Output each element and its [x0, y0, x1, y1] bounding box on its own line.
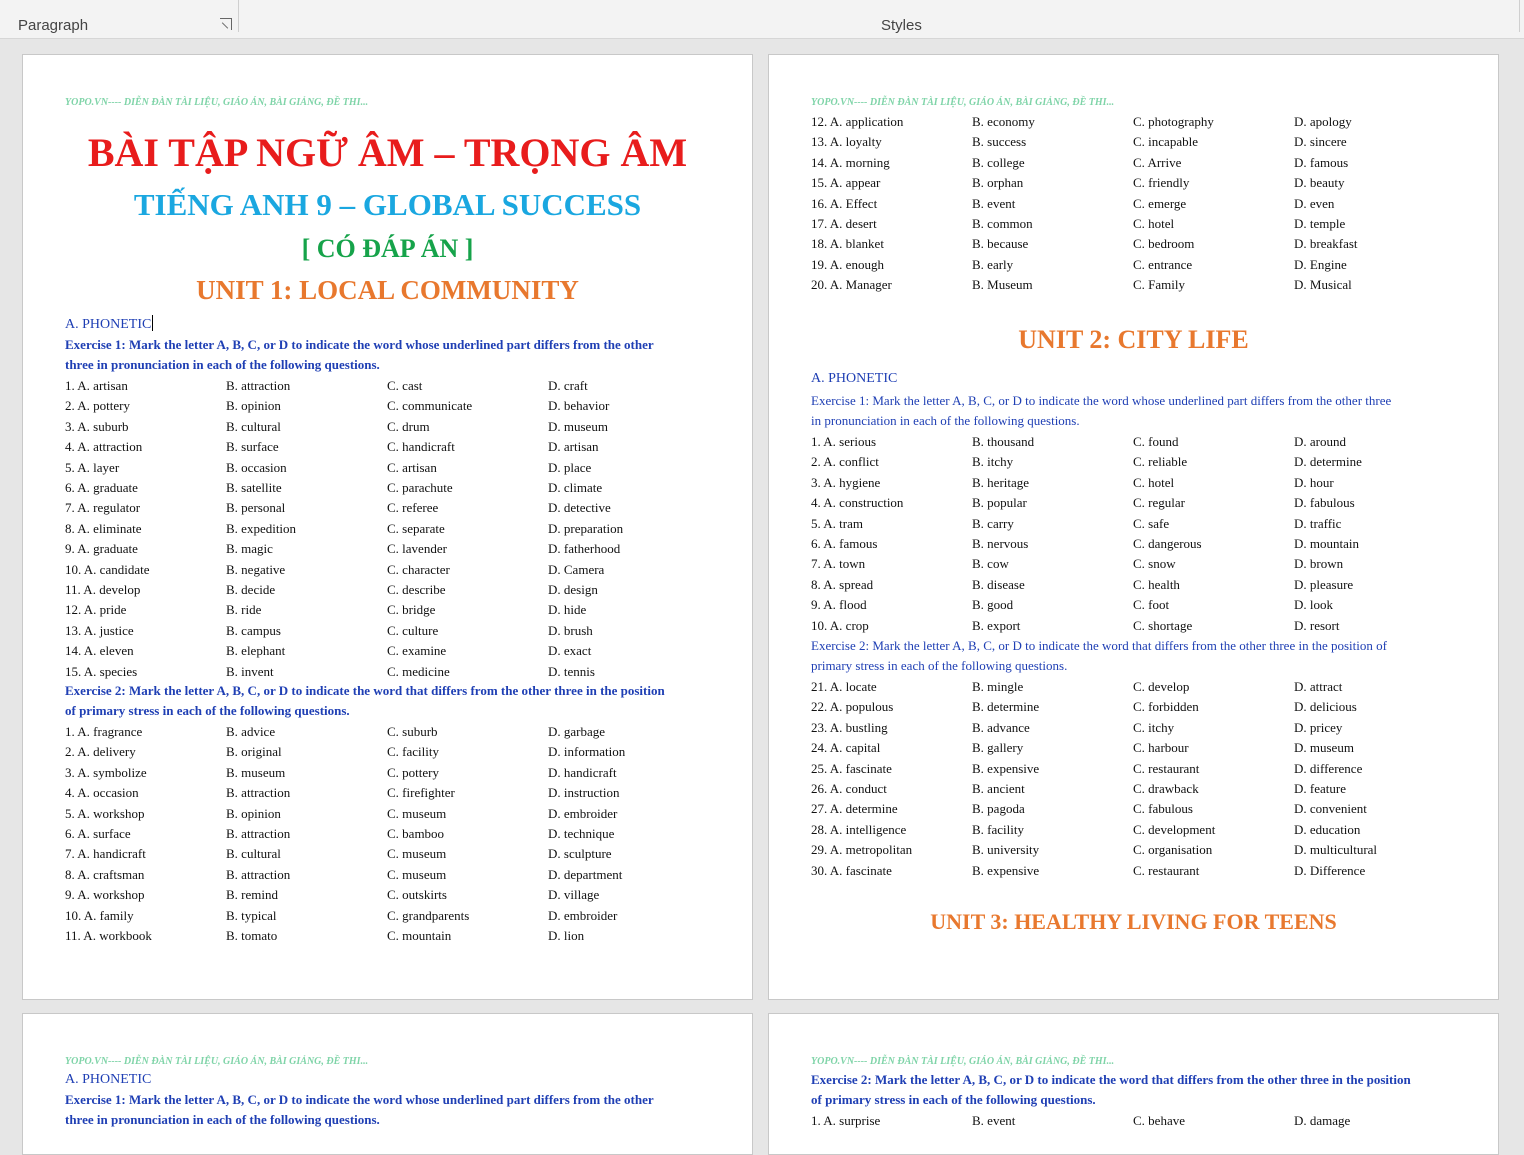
option-c: C. foot	[1133, 597, 1170, 613]
option-d: D. fatherhood	[548, 541, 621, 557]
option-a: 4. A. attraction	[65, 439, 143, 455]
option-a: 18. A. blanket	[811, 236, 884, 252]
option-c: C. describe	[387, 582, 446, 597]
option-c: C. restaurant	[1133, 760, 1200, 776]
option-b: B. ride	[226, 602, 262, 618]
option-c: C. cast	[387, 378, 423, 393]
option-b: B. campus	[226, 622, 281, 638]
option-d: D. design	[548, 582, 598, 597]
option-a: 1. A. artisan	[65, 378, 128, 393]
option-d: D. convenient	[1294, 801, 1367, 817]
option-a: 30. A. fascinate	[811, 862, 892, 878]
option-a: 2. A. pottery	[65, 398, 130, 414]
option-d: D. place	[548, 459, 592, 475]
option-c: C. grandparents	[387, 907, 470, 923]
option-b: B. remind	[226, 887, 278, 903]
option-a: 5. A. layer	[65, 459, 120, 475]
option-b: B. college	[972, 154, 1025, 170]
option-c: C. museum	[387, 846, 447, 862]
option-c: C. handicraft	[387, 439, 455, 455]
option-a: 3. A. suburb	[65, 418, 129, 434]
option-b: B. attraction	[226, 826, 291, 841]
option-a: 24. A. capital	[811, 740, 881, 756]
option-a: 16. A. Effect	[811, 195, 878, 211]
doc-title: BÀI TẬP NGỮ ÂM – TRỌNG ÂM	[87, 130, 688, 175]
option-a: 13. A. justice	[65, 622, 134, 638]
option-a: 7. A. handicraft	[65, 846, 146, 862]
option-d: D. resort	[1294, 617, 1340, 633]
option-b: B. decide	[226, 582, 276, 597]
option-a: 29. A. metropolitan	[811, 842, 913, 858]
option-a: 8. A. eliminate	[65, 520, 142, 536]
option-b: B. mingle	[972, 679, 1024, 694]
option-c: C. health	[1133, 576, 1180, 592]
option-c: C. hotel	[1133, 474, 1175, 490]
option-b: B. attraction	[226, 378, 291, 393]
site-header: YOPO.VN---- DIỄN ĐÀN TÀI LIỆU, GIÁO ÁN, BÀI GIẢNG, ĐỀ THI...	[811, 97, 1115, 108]
option-d: D. craft	[548, 378, 588, 393]
option-a: 3. A. symbolize	[65, 764, 147, 780]
option-b: B. tomato	[226, 928, 278, 943]
option-b: B. typical	[226, 907, 277, 923]
option-b: B. satellite	[226, 480, 282, 495]
exercise-1-instruction-cont: three in pronunciation in each of the following questions.	[65, 1112, 380, 1127]
option-b: B. nervous	[972, 536, 1029, 551]
option-c: C. outskirts	[387, 887, 447, 903]
option-b: B. expedition	[226, 520, 297, 536]
option-d: D. department	[548, 866, 623, 882]
option-c: C. emerge	[1133, 195, 1187, 211]
option-a: 22. A. populous	[811, 699, 894, 715]
exercise-2-instruction: Exercise 2: Mark the letter A, B, C, or D to indicate the word that differs from the other three in the position	[65, 683, 665, 698]
option-d: D. embroider	[548, 805, 618, 821]
option-a: 8. A. craftsman	[65, 866, 145, 882]
option-c: C. mountain	[387, 928, 452, 943]
option-c: C. culture	[387, 622, 439, 638]
option-c: C. examine	[387, 643, 447, 659]
option-b: B. orphan	[972, 175, 1024, 191]
exercise-1-instruction-cont: in pronunciation in each of the following questions.	[811, 413, 1080, 428]
option-b: B. surface	[226, 439, 279, 455]
phonetic-heading[interactable]: A. PHONETIC	[65, 317, 152, 332]
option-d: D. museum	[548, 418, 608, 434]
option-b: B. ancient	[972, 781, 1025, 796]
option-a: 25. A. fascinate	[811, 760, 892, 776]
option-b: B. common	[972, 216, 1033, 231]
option-b: B. university	[972, 842, 1040, 858]
option-b: B. heritage	[972, 474, 1030, 490]
option-b: B. original	[226, 744, 282, 760]
option-d: D. sculpture	[548, 846, 612, 862]
option-b: B. because	[972, 236, 1029, 252]
option-a: 12. A. pride	[65, 602, 127, 618]
option-d: D. delicious	[1294, 699, 1357, 715]
ribbon-divider	[238, 0, 239, 32]
option-d: D. even	[1294, 195, 1335, 211]
option-a: 7. A. regulator	[65, 500, 141, 516]
option-c: C. dangerous	[1133, 536, 1202, 551]
option-d: D. attract	[1294, 679, 1343, 694]
option-d: D. artisan	[548, 439, 599, 455]
exercise-2-instruction-cont: of primary stress in each of the following questions.	[65, 703, 350, 718]
option-a: 21. A. locate	[811, 679, 877, 694]
option-a: 10. A. candidate	[65, 561, 150, 577]
option-c: C. communicate	[387, 398, 473, 414]
option-b: B. Museum	[972, 277, 1033, 293]
option-c: C. pottery	[387, 764, 439, 780]
option-a: 4. A. construction	[811, 495, 904, 511]
option-d: D. Camera	[548, 561, 605, 577]
exercise-1-instruction: Exercise 1: Mark the letter A, B, C, or D to indicate the word whose underlined part differs from the other three	[811, 393, 1392, 408]
option-b: B. economy	[972, 114, 1035, 129]
option-d: D. climate	[548, 480, 603, 495]
option-d: D. detective	[548, 500, 611, 516]
option-d: D. instruction	[548, 785, 620, 801]
option-a: 14. A. morning	[811, 154, 890, 170]
option-b: B. attraction	[226, 866, 291, 882]
exercise-2-instruction: Exercise 2: Mark the letter A, B, C, or D to indicate the word that differs from the other three in the position	[811, 1072, 1411, 1087]
option-d: D. embroider	[548, 907, 618, 923]
option-c: C. hotel	[1133, 216, 1175, 231]
option-d: D. behavior	[548, 398, 610, 414]
text-cursor	[152, 315, 153, 331]
option-c: C. friendly	[1133, 175, 1190, 191]
option-d: D. around	[1294, 434, 1346, 449]
option-b: B. opinion	[226, 398, 281, 414]
exercise-1-instruction: Exercise 1: Mark the letter A, B, C, or D to indicate the word whose underlined part differs from the other	[65, 337, 654, 352]
option-a: 10. A. family	[65, 907, 134, 923]
option-a: 28. A. intelligence	[811, 821, 907, 837]
option-a: 23. A. bustling	[811, 719, 888, 735]
exercise-2-instruction-cont: of primary stress in each of the following questions.	[811, 1092, 1096, 1107]
option-d: D. preparation	[548, 520, 624, 536]
option-b: B. determine	[972, 699, 1040, 715]
option-b: B. personal	[226, 500, 286, 516]
site-header: YOPO.VN---- DIỄN ĐÀN TÀI LIỆU, GIÁO ÁN, BÀI GIẢNG, ĐỀ THI...	[65, 1056, 369, 1067]
exercise-1-instruction-cont: three in pronunciation in each of the following questions.	[65, 357, 380, 372]
option-a: 1. A. surprise	[811, 1113, 881, 1128]
option-d: D. hide	[548, 602, 587, 618]
option-c: C. itchy	[1133, 719, 1175, 735]
option-b: B. occasion	[226, 459, 287, 475]
option-c: C. artisan	[387, 459, 437, 475]
paragraph-dialog-launcher-icon[interactable]	[220, 18, 232, 30]
option-d: D. famous	[1294, 154, 1349, 170]
option-c: C. photography	[1133, 114, 1214, 129]
option-a: 9. A. workshop	[65, 887, 145, 903]
option-a: 20. A. Manager	[811, 277, 892, 293]
paragraph-group-label: Paragraph	[18, 17, 89, 34]
option-c: C. reliable	[1133, 454, 1188, 470]
option-d: D. information	[548, 744, 626, 760]
option-c: C. entrance	[1133, 256, 1193, 272]
option-d: D. sincere	[1294, 134, 1347, 150]
option-b: B. cow	[972, 556, 1009, 572]
option-a: 5. A. tram	[811, 515, 863, 531]
option-c: C. drawback	[1133, 781, 1199, 796]
option-b: B. event	[972, 195, 1016, 211]
option-d: D. difference	[1294, 760, 1363, 776]
exercise-1-instruction: Exercise 1: Mark the letter A, B, C, or D to indicate the word whose underlined part differs from the other	[65, 1092, 654, 1107]
option-d: D. multicultural	[1294, 842, 1378, 858]
option-a: 15. A. species	[65, 663, 138, 679]
exercise-2-instruction-cont: primary stress in each of the following questions.	[811, 658, 1068, 673]
option-b: B. early	[972, 256, 1014, 272]
option-c: C. behave	[1133, 1113, 1185, 1128]
option-c: C. lavender	[387, 541, 447, 557]
option-d: D. tennis	[548, 663, 595, 679]
option-b: B. good	[972, 597, 1014, 613]
option-d: D. pleasure	[1294, 576, 1354, 592]
option-b: B. expensive	[972, 862, 1040, 878]
option-d: D. temple	[1294, 216, 1346, 231]
option-a: 9. A. graduate	[65, 541, 138, 557]
option-a: 13. A. loyalty	[811, 134, 882, 150]
option-d: D. beauty	[1294, 175, 1345, 191]
option-c: C. facility	[387, 744, 439, 760]
option-c: C. museum	[387, 805, 447, 821]
option-c: C. Family	[1133, 277, 1186, 293]
option-d: D. brush	[548, 622, 593, 638]
option-d: D. education	[1294, 821, 1361, 837]
option-d: D. garbage	[548, 724, 606, 739]
phonetic-heading: A. PHONETIC	[65, 1072, 152, 1087]
ribbon	[0, 0, 1524, 39]
option-c: C. restaurant	[1133, 862, 1200, 878]
option-b: B. carry	[972, 515, 1014, 531]
option-d: D. traffic	[1294, 515, 1342, 531]
option-b: B. magic	[226, 541, 273, 557]
option-a: 2. A. delivery	[65, 744, 136, 760]
option-c: C. safe	[1133, 515, 1170, 531]
document-page-4[interactable]	[768, 1013, 1499, 1155]
answer-note: [ CÓ ĐÁP ÁN ]	[301, 234, 474, 263]
option-c: C. drum	[387, 418, 430, 434]
option-c: C. parachute	[387, 480, 453, 495]
unit-3-heading: UNIT 3: HEALTHY LIVING FOR TEENS	[930, 909, 1337, 934]
option-c: C. bedroom	[1133, 236, 1195, 252]
option-b: B. negative	[226, 561, 286, 577]
option-c: C. develop	[1133, 679, 1190, 694]
option-a: 6. A. surface	[65, 826, 131, 841]
option-a: 5. A. workshop	[65, 805, 145, 821]
option-c: C. separate	[387, 520, 445, 536]
option-d: D. technique	[548, 826, 615, 841]
option-d: D. handicraft	[548, 764, 617, 780]
option-c: C. character	[387, 561, 450, 577]
option-d: D. Difference	[1294, 862, 1366, 878]
option-d: D. fabulous	[1294, 495, 1355, 511]
option-c: C. bridge	[387, 602, 436, 618]
ribbon-divider	[1519, 0, 1520, 32]
option-b: B. expensive	[972, 760, 1040, 776]
option-c: C. found	[1133, 434, 1179, 449]
option-c: C. incapable	[1133, 134, 1198, 150]
option-a: 10. A. crop	[811, 617, 869, 633]
option-c: C. medicine	[387, 663, 450, 679]
option-c: C. shortage	[1133, 617, 1193, 633]
option-c: C. development	[1133, 821, 1216, 837]
option-c: C. harbour	[1133, 740, 1189, 756]
option-b: B. facility	[972, 821, 1024, 837]
option-a: 6. A. graduate	[65, 480, 138, 495]
option-a: 2. A. conflict	[811, 454, 879, 470]
option-a: 11. A. develop	[65, 582, 141, 597]
option-d: D. pricey	[1294, 719, 1343, 735]
option-a: 1. A. fragrance	[65, 724, 143, 739]
option-d: D. village	[548, 887, 600, 903]
option-b: B. popular	[972, 495, 1027, 511]
option-a: 17. A. desert	[811, 216, 877, 231]
unit-1-heading: UNIT 1: LOCAL COMMUNITY	[196, 275, 579, 305]
option-b: B. success	[972, 134, 1027, 150]
option-a: 12. A. application	[811, 114, 904, 129]
site-header: YOPO.VN---- DIỄN ĐÀN TÀI LIỆU, GIÁO ÁN, BÀI GIẢNG, ĐỀ THI...	[65, 97, 369, 108]
option-a: 4. A. occasion	[65, 785, 139, 801]
document-page-3[interactable]	[22, 1013, 753, 1155]
option-c: C. museum	[387, 866, 447, 882]
option-b: B. opinion	[226, 805, 281, 821]
option-d: D. Engine	[1294, 256, 1347, 272]
option-a: 15. A. appear	[811, 175, 881, 191]
option-c: C. regular	[1133, 495, 1185, 511]
option-d: D. apology	[1294, 114, 1352, 129]
option-b: B. advice	[226, 724, 276, 739]
option-c: C. forbidden	[1133, 699, 1199, 715]
document-page-1[interactable]	[22, 54, 753, 1000]
option-b: B. event	[972, 1113, 1016, 1128]
option-c: C. organisation	[1133, 842, 1213, 858]
option-b: B. disease	[972, 576, 1025, 592]
option-b: B. cultural	[226, 418, 281, 434]
option-b: B. museum	[226, 764, 286, 780]
option-d: D. brown	[1294, 556, 1344, 572]
option-a: 11. A. workbook	[65, 928, 152, 943]
phonetic-heading: A. PHONETIC	[811, 371, 898, 386]
option-d: D. exact	[548, 643, 592, 659]
option-b: B. attraction	[226, 785, 291, 801]
option-b: B. cultural	[226, 846, 281, 862]
option-a: 6. A. famous	[811, 536, 878, 551]
option-a: 3. A. hygiene	[811, 474, 881, 490]
option-b: B. invent	[226, 663, 274, 679]
option-c: C. Arrive	[1133, 154, 1182, 170]
option-b: B. export	[972, 617, 1021, 633]
option-d: D. determine	[1294, 454, 1362, 470]
option-d: D. mountain	[1294, 536, 1359, 551]
option-a: 26. A. conduct	[811, 781, 887, 796]
option-b: B. thousand	[972, 434, 1035, 449]
option-c: C. fabulous	[1133, 801, 1193, 817]
option-c: C. suburb	[387, 724, 438, 739]
option-d: D. damage	[1294, 1113, 1351, 1128]
option-a: 27. A. determine	[811, 801, 898, 817]
option-d: D. museum	[1294, 740, 1354, 756]
exercise-2-instruction: Exercise 2: Mark the letter A, B, C, or D to indicate the word that differs from the other three in the position of	[811, 638, 1387, 653]
option-d: D. look	[1294, 597, 1333, 613]
option-c: C. snow	[1133, 556, 1176, 572]
option-a: 14. A. eleven	[65, 643, 134, 659]
option-b: B. pagoda	[972, 801, 1025, 817]
option-c: C. bamboo	[387, 826, 445, 841]
option-a: 19. A. enough	[811, 256, 884, 272]
document-page-2[interactable]	[768, 54, 1499, 1000]
option-c: C. firefighter	[387, 785, 455, 801]
option-a: 1. A. serious	[811, 434, 876, 449]
option-d: D. lion	[548, 928, 585, 943]
option-b: B. gallery	[972, 740, 1024, 756]
unit-2-heading: UNIT 2: CITY LIFE	[1018, 325, 1249, 354]
option-a: 9. A. flood	[811, 597, 867, 613]
option-c: C. referee	[387, 500, 439, 516]
doc-subtitle: TIẾNG ANH 9 – GLOBAL SUCCESS	[133, 187, 642, 222]
styles-group-label: Styles	[881, 17, 922, 34]
option-b: B. itchy	[972, 454, 1014, 470]
option-a: 7. A. town	[811, 556, 866, 572]
option-d: D. Musical	[1294, 277, 1352, 293]
option-b: B. advance	[972, 719, 1030, 735]
option-b: B. elephant	[226, 643, 286, 659]
option-d: D. hour	[1294, 474, 1334, 490]
option-d: D. breakfast	[1294, 236, 1358, 252]
site-header: YOPO.VN---- DIỄN ĐÀN TÀI LIỆU, GIÁO ÁN, BÀI GIẢNG, ĐỀ THI...	[811, 1056, 1115, 1067]
option-d: D. feature	[1294, 781, 1346, 796]
option-a: 8. A. spread	[811, 576, 874, 592]
